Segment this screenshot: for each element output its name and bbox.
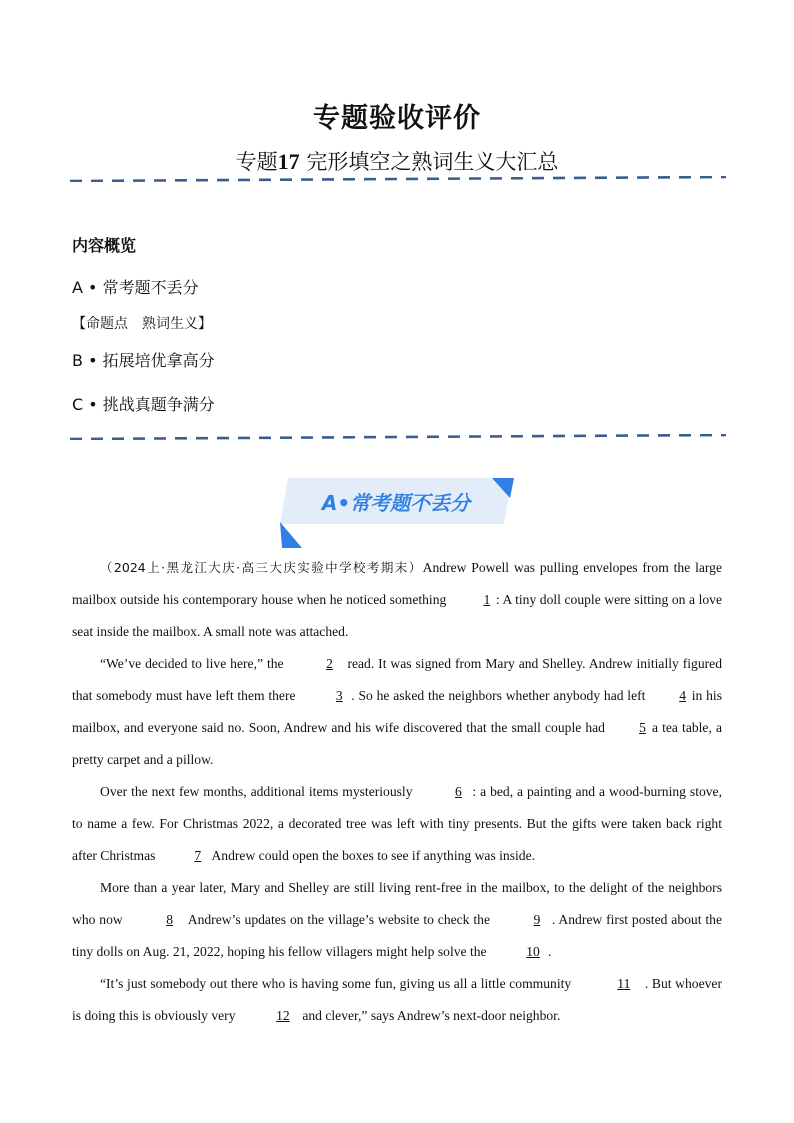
subtitle-prefix: 专题 [235, 150, 278, 174]
outline-tag: 【命题点 熟词生义】 [72, 316, 212, 332]
outline-section-b: B • 拓展培优拿高分 [72, 351, 215, 370]
passage-paragraph: More than a year later, Mary and Shelley are still living rent-free in the mailbox, to the delight of the neighbors who now 8 Andrew’s updates on the village’s website to check the 9 . Andrew first posted about the tiny dolls on Aug. 21, 2022, hoping his fellow villagers might help solve the 10 . [72, 872, 722, 968]
subtitle-number: 17 [277, 149, 300, 174]
blank-10: 10 [526, 944, 540, 959]
passage-paragraph: “It’s just somebody out there who is having some fun, giving us all a little community 11 . But whoever is doing this is obviously very 12 and clever,” says Andrew’s next-door neighbor. [72, 968, 722, 1032]
blank-3: 3 [335, 688, 343, 703]
passage-source: （2024上·黑龙江大庆·高三大庆实验中学校考期末） [100, 560, 423, 575]
cloze-passage [72, 552, 722, 1032]
top-divider [70, 176, 726, 182]
blank-2: 2 [326, 656, 333, 671]
passage-paragraph: Over the next few months, additional items mysteriously 6 : a bed, a painting and a wood-burning stove, to name a few. For Christmas 2022, a decorated tree was left with tiny presents. But the gifts were taken back right after Christmas 7 Andrew could open the boxes to see if anything was inside. [72, 776, 722, 872]
outline-section-a: A • 常考题不丢分 [72, 278, 199, 297]
blank-8: 8 [166, 912, 174, 927]
blank-5: 5 [639, 720, 646, 735]
page-title: 专题验收评价 [313, 103, 481, 134]
passage-paragraph: （2024上·黑龙江大庆·高三大庆实验中学校考期末）Andrew Powell was pulling envelopes from the large mailbox outside his contemporary house when he noticed something 1 : A tiny doll couple were sitting on a love seat inside the mailbox. A small note was attached. [72, 560, 722, 639]
blank-9: 9 [533, 912, 541, 927]
blank-1: 1 [483, 592, 491, 607]
section-banner-label: A•常考题不丢分 [321, 491, 471, 515]
blank-11: 11 [617, 976, 631, 991]
outline-heading: 内容概览 [72, 236, 137, 255]
blank-6: 6 [455, 784, 462, 799]
passage-paragraph: “We’ve decided to live here,” the 2 read. It was signed from Mary and Shelley. Andrew initially figured that somebody must have left them there 3 . So he asked the neighbors whether anybody had left 4 in his mailbox, and everyone said no. Soon, Andrew and his wife discovered that the small couple had 5 a tea table, a pretty carpet and a pillow. [72, 648, 722, 776]
bottom-divider [70, 434, 726, 440]
subtitle-text: 完形填空之熟词生义大汇总 [306, 150, 559, 174]
blank-12: 12 [276, 1008, 290, 1023]
blank-4: 4 [679, 688, 686, 703]
page-subtitle [0, 146, 794, 176]
blank-7: 7 [194, 848, 202, 863]
outline-section-c: C • 挑战真题争满分 [72, 395, 215, 414]
